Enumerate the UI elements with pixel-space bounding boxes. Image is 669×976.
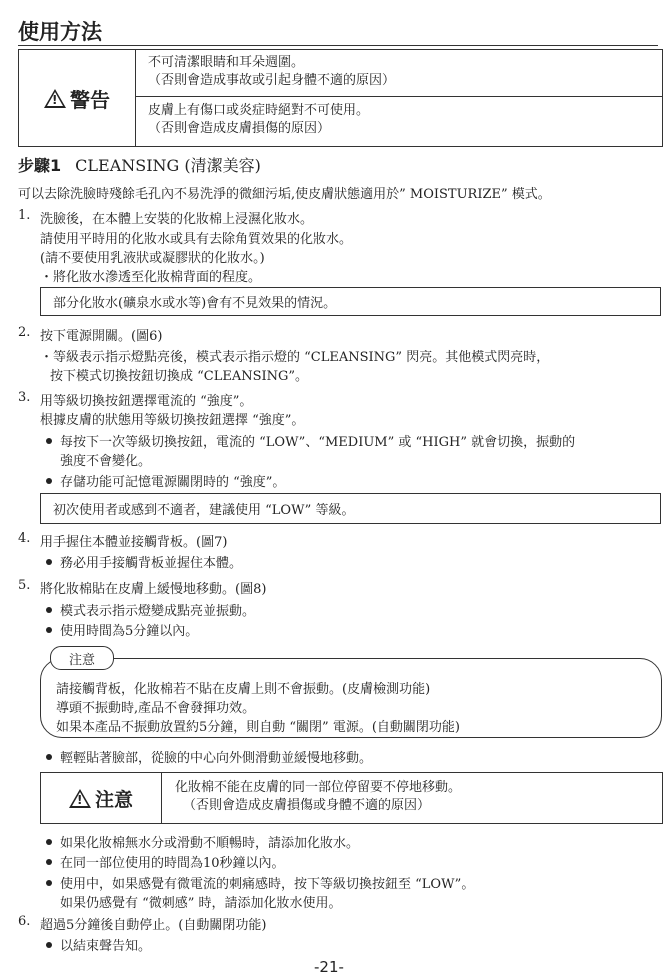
item-2-line-3: 按下模式切換按鈕切換成 “CLEANSING”。 xyxy=(50,369,309,384)
caution-line-1: 化妝棉不能在皮膚的同一部位停留要不停地移動。 xyxy=(175,780,462,795)
item-3-note-box xyxy=(40,493,661,524)
item-2-line-2: ・等級表示指示燈點亮後，模式表示指示燈的 “CLEANSING” 閃亮。其他模式閃亮時， xyxy=(40,350,550,365)
bullet-icon xyxy=(46,754,52,760)
warning-row-2-line-1: 皮膚上有傷口或炎症時絕對不可使用。 xyxy=(148,103,370,118)
note-tag: 注意 xyxy=(50,646,114,670)
item-1-note-text: 部分化妝水(礦泉水或水等)會有不見效果的情況。 xyxy=(53,296,337,311)
item-1-note-box xyxy=(40,287,661,316)
bullet-icon xyxy=(46,880,52,886)
post-bullet-2: 在同一部位使用的時間為10秒鐘以內。 xyxy=(46,852,285,871)
warning-label-text: 警告 xyxy=(70,87,110,112)
warning-table xyxy=(18,49,663,147)
post-bullet-1: 如果化妝棉無水分或滑動不順暢時，請添加化妝水。 xyxy=(46,832,359,851)
item-6-line-1: 超過5分鐘後自動停止。(自動關閉功能) xyxy=(40,918,267,933)
bullet-icon xyxy=(46,607,52,613)
bullet-icon xyxy=(46,478,52,484)
step-title: CLEANSING (清潔美容) xyxy=(75,156,261,175)
post-bullet-3-cont: 如果仍感覺有 “微刺感” 時，請添加化妝水使用。 xyxy=(60,896,342,911)
item-2-number: 2. xyxy=(18,325,31,340)
step-heading xyxy=(18,153,261,176)
item-6-bullet-1: 以結束聲告知。 xyxy=(46,935,151,954)
step-intro: 可以去除洗臉時殘餘毛孔內不易洗淨的微細污垢,使皮膚狀態適用於” MOISTURIZE” 模式。 xyxy=(18,187,551,202)
step-label: 步驟1 xyxy=(18,156,62,175)
item-4-bullet-1: 務必用手接觸背板並握住本體。 xyxy=(46,552,242,571)
note-line-3: 如果本產品不振動放置約5分鐘，則自動 “關閉” 電源。(自動關閉功能) xyxy=(56,720,460,735)
item-1-line-2: 請使用平時用的化妝水或具有去除角質效果的化妝水。 xyxy=(40,232,353,247)
bullet-icon xyxy=(46,839,52,845)
warning-triangle-icon xyxy=(44,89,66,108)
post-bullet-3: 使用中，如果感覺有微電流的刺痛感時，按下等級切換按鈕至 “LOW”。 xyxy=(46,873,474,892)
item-1-line-1: 洗臉後，在本體上安裝的化妝棉上浸濕化妝水。 xyxy=(40,212,314,227)
caution-label-text: 注意 xyxy=(94,788,133,811)
item-1-line-4: ・將化妝水滲透至化妝棉背面的程度。 xyxy=(40,270,262,285)
item-2-line-1: 按下電源開關。(圖6) xyxy=(40,329,163,344)
warning-row-2 xyxy=(136,98,662,145)
caution-text xyxy=(175,779,461,815)
bullet-icon xyxy=(46,942,52,948)
item-5-line-1: 將化妝棉貼在皮膚上緩慢地移動。(圖8) xyxy=(40,582,267,597)
caution-line-2: （否則會造成皮膚損傷或身體不適的原因） xyxy=(183,798,431,813)
item-6-number: 6. xyxy=(18,914,31,929)
item-1-number: 1. xyxy=(18,208,31,223)
item-3-bullet-1-cont: 強度不會變化。 xyxy=(60,454,152,469)
caution-triangle-icon xyxy=(69,789,91,808)
item-3-line-1: 用等級切換按鈕選擇電流的 “強度”。 xyxy=(40,394,253,409)
warning-label xyxy=(19,50,136,146)
bullet-icon xyxy=(46,559,52,565)
note-line-2: 導頭不振動時,產品不會發揮功效。 xyxy=(56,701,256,716)
item-3-line-2: 根據皮膚的狀態用等級切換按鈕選擇 “強度”。 xyxy=(40,413,305,428)
caution-table xyxy=(40,772,663,824)
bullet-icon xyxy=(46,438,52,444)
page-number: -21- xyxy=(314,958,344,976)
warning-row-1-line-1: 不可清潔眼睛和耳朵週圍。 xyxy=(148,55,305,70)
note-line-1: 請接觸背板，化妝棉若不貼在皮膚上則不會振動。(皮膚檢測功能) xyxy=(56,682,431,697)
item-1-line-3: (請不要使用乳液狀或凝膠狀的化妝水。) xyxy=(40,251,265,266)
item-5-bullet-1: 模式表示指示燈變成點亮並振動。 xyxy=(46,600,255,619)
item-5-number: 5. xyxy=(18,578,31,593)
bullet-icon xyxy=(46,859,52,865)
bullet-icon xyxy=(46,627,52,633)
item-3-note-text: 初次使用者或感到不適者，建議使用 “LOW” 等級。 xyxy=(53,503,355,518)
item-3-bullet-2: 存儲功能可記憶電源關閉時的 “強度”。 xyxy=(46,471,285,490)
item-5-bullet-2: 使用時間為5分鐘以內。 xyxy=(46,620,198,639)
item-4-line-1: 用手握住本體並接觸背板。(圖7) xyxy=(40,535,228,550)
title-divider xyxy=(18,45,658,46)
warning-row-2-line-2: （否則會造成皮膚損傷的原因） xyxy=(148,121,331,136)
caution-label xyxy=(41,773,162,823)
item-4-number: 4. xyxy=(18,531,31,546)
warning-row-1-line-2: （否則會造成事故或引起身體不適的原因） xyxy=(148,73,396,88)
warning-row-1 xyxy=(136,50,662,97)
page-title: 使用方法 xyxy=(18,20,102,44)
item-3-number: 3. xyxy=(18,390,31,405)
after-note-bullet: 輕輕貼著臉部，從臉的中心向外側滑動並緩慢地移動。 xyxy=(46,747,372,766)
item-3-bullet-1: 每按下一次等級切換按鈕，電流的 “LOW”、“MEDIUM” 或 “HIGH” 就會切換，振動的 xyxy=(46,431,575,450)
